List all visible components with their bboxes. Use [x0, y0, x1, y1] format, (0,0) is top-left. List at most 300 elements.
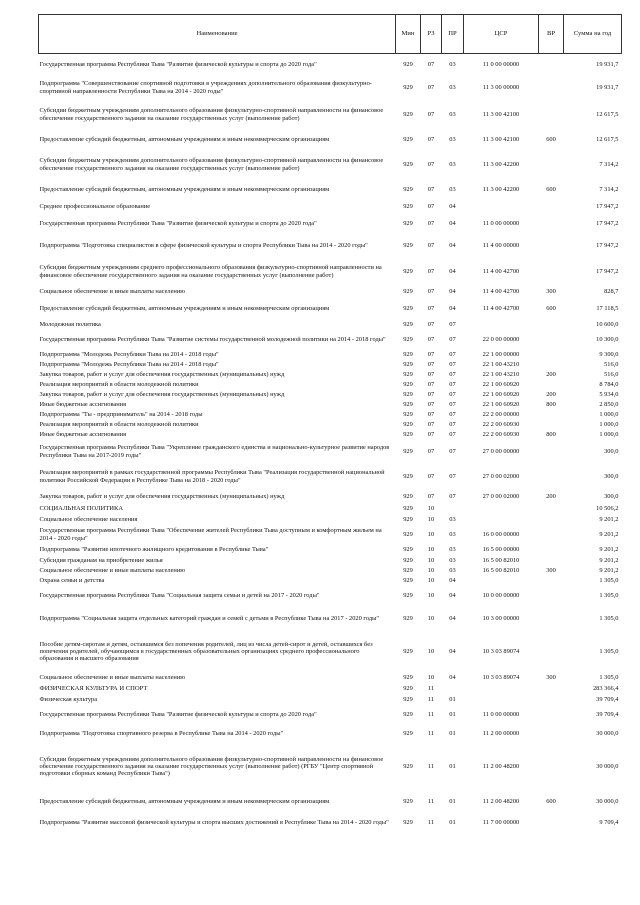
- cell-rz: 11: [427, 762, 435, 770]
- cell-vr: 200: [546, 390, 556, 398]
- cell-name: Подпрограмма "Развитие массовой физической культуры и спорта высших достижений в Республике Тыва на 2014 - 2020 годы": [39, 818, 389, 826]
- cell-sum: 10 600,0: [596, 321, 619, 329]
- cell-sum: 39 709,4: [596, 711, 619, 719]
- cell-csr: 22 1 00 00000: [482, 350, 520, 358]
- cell-min: 929: [403, 400, 413, 408]
- cell-vr: [539, 100, 564, 130]
- cell-vr: [539, 420, 564, 430]
- cell-min: 929: [403, 288, 413, 296]
- cell-rz: 07: [427, 447, 435, 455]
- cell-name: Субсидии бюджетным учреждениям дополнительного образования физкультурно-спортивной направленности на финансовое обеспечение государственного задания на оказание государственных услуг (выполнение работ): [39, 107, 384, 122]
- cell-min: 929: [403, 684, 413, 692]
- cell-name: Субсидии бюджетным учреждениям дополнительного образования физкультурно-спортивной направленности на финансовое обеспечение государственного задания на оказание государственных услуг (выполнение работ) (РГБУ "Центр спортивной подготовки сборных команд Республики Тыва"): [39, 755, 384, 778]
- cell-sum: 828,7: [604, 288, 619, 296]
- cell-sum: 30 000,0: [596, 729, 619, 737]
- cell-rz: 07: [427, 110, 435, 118]
- cell-csr: 11 3 00 42100: [482, 135, 520, 143]
- table-row: [39, 504, 622, 514]
- cell-pr: 03: [449, 83, 456, 91]
- cell-vr: [539, 464, 564, 490]
- header-vr: ВР: [539, 15, 564, 54]
- cell-vr: [539, 150, 564, 180]
- cell-pr: 03: [449, 545, 456, 553]
- cell-vr: [539, 813, 564, 833]
- cell-sum: 300,0: [604, 472, 619, 480]
- cell-name: Подпрограмма "Совершенствование спортивной подготовки в учреждениях дополнительного образования физкультурно-спортивной направленности Республики Тыва на 2014 - 2020 годы": [39, 80, 372, 95]
- cell-name: Молодежная политика: [39, 321, 101, 329]
- cell-pr: 04: [449, 202, 456, 210]
- cell-min: 929: [403, 492, 413, 500]
- cell-name: Подпрограмма "Подготовка спортивного резерва в Республике Тыва на 2014 - 2020 годы": [39, 729, 284, 737]
- cell-name: Подпрограмма "Молодежь Республики Тыва на 2014 - 2018 годы": [39, 350, 219, 358]
- cell-rz: 11: [427, 818, 435, 826]
- cell-min: 929: [403, 472, 413, 480]
- cell-pr: 01: [449, 711, 456, 719]
- cell-rz: 07: [427, 185, 435, 193]
- cell-vr: [539, 632, 564, 672]
- cell-name: Субсидии бюджетным учреждениям дополнительного образования физкультурно-спортивной направленности на финансовое обеспечение государственного задания на оказание государственных услуг (выполнение работ): [39, 157, 384, 172]
- cell-name: Среднее профессиональное образование: [39, 202, 151, 210]
- cell-min: 929: [403, 360, 413, 368]
- table-row: [39, 130, 622, 150]
- cell-sum: 300,0: [604, 492, 619, 500]
- cell-csr: 11 2 00 48200: [482, 762, 520, 770]
- cell-csr: [464, 694, 539, 706]
- cell-csr: 27 0 00 02000: [482, 492, 520, 500]
- cell-vr: [539, 214, 564, 234]
- cell-pr: 01: [449, 762, 456, 770]
- cell-vr: [539, 743, 564, 791]
- cell-pr: 04: [449, 591, 456, 599]
- cell-pr: 04: [449, 673, 456, 681]
- cell-min: 929: [403, 515, 413, 523]
- cell-csr: 11 0 00 00000: [482, 61, 520, 69]
- cell-min: 929: [403, 420, 413, 428]
- cell-sum: 283 366,4: [592, 684, 619, 692]
- cell-min: 929: [403, 83, 413, 91]
- table-row: [39, 632, 622, 672]
- table-row: [39, 390, 622, 400]
- cell-name: Подпрограмма "Развитие ипотечного жилищного кредитования в Республике Тыва": [39, 545, 269, 553]
- cell-vr: 600: [546, 797, 556, 805]
- table-row: [39, 706, 622, 725]
- cell-rz: 07: [427, 202, 435, 210]
- cell-csr: 16 5 00 00000: [482, 545, 520, 553]
- cell-rz: 11: [427, 711, 435, 719]
- cell-name: Предоставление субсидий бюджетным, автономным учреждениям и иным некоммерческим организациям: [39, 797, 330, 805]
- table-row: [39, 234, 622, 258]
- cell-min: 929: [403, 711, 413, 719]
- cell-sum: 10 506,2: [596, 504, 619, 512]
- cell-rz: 10: [427, 566, 435, 574]
- cell-name: Социальное обеспечение и иные выплаты населению: [39, 566, 186, 574]
- cell-pr: 07: [449, 410, 456, 418]
- cell-rz: 11: [427, 797, 435, 805]
- cell-min: 929: [403, 390, 413, 398]
- table-row: [39, 320, 622, 331]
- cell-pr: 07: [449, 380, 456, 388]
- cell-rz: 10: [427, 591, 435, 599]
- cell-min: 929: [403, 160, 413, 168]
- table-row: [39, 286, 622, 299]
- table-row: [39, 514, 622, 526]
- cell-vr: [539, 706, 564, 725]
- table-row: [39, 410, 622, 420]
- cell-name: Предоставление субсидий бюджетным, автономным учреждениям и иным некоммерческим организациям: [39, 135, 330, 143]
- table-row: [39, 576, 622, 586]
- cell-rz: 10: [427, 545, 435, 553]
- cell-vr: [539, 684, 564, 694]
- cell-min: 929: [403, 410, 413, 418]
- cell-vr: [539, 76, 564, 100]
- cell-min: 929: [403, 762, 413, 770]
- cell-csr: 11 3 00 00000: [482, 83, 520, 91]
- cell-pr: 07: [449, 336, 456, 344]
- cell-rz: 07: [427, 61, 435, 69]
- cell-rz: 07: [427, 350, 435, 358]
- cell-sum: 9 201,2: [599, 545, 619, 553]
- cell-min: 929: [403, 305, 413, 313]
- cell-rz: 07: [427, 135, 435, 143]
- table-row: [39, 813, 622, 833]
- table-header-row: [39, 15, 622, 54]
- cell-sum: 17 947,2: [596, 241, 619, 249]
- cell-pr: 03: [449, 135, 456, 143]
- cell-sum: 1 305,0: [599, 647, 619, 655]
- cell-name: Реализация мероприятий в области молодежной политики: [39, 420, 199, 428]
- cell-rz: 10: [427, 530, 435, 538]
- cell-csr: [464, 514, 539, 526]
- cell-vr: 200: [546, 492, 556, 500]
- cell-csr: 22 2 00 00000: [482, 410, 520, 418]
- cell-csr: 16 5 00 82010: [482, 556, 520, 564]
- cell-name: Государственная программа Республики Тыва "Развитие системы государственной молодежной политики на 2014 - 2018 годы": [39, 336, 386, 344]
- table-row: [39, 370, 622, 380]
- cell-csr: 11 4 00 42700: [482, 267, 520, 275]
- cell-min: 929: [403, 591, 413, 599]
- cell-name: ФИЗИЧЕСКАЯ КУЛЬТУРА И СПОРТ: [39, 684, 148, 692]
- cell-vr: [539, 440, 564, 464]
- cell-name: Государственная программа Республики Тыва "Укрепление гражданского единства и национально-культурное развитие народов Республики Тыва на 2017-2019 годы": [39, 444, 390, 459]
- cell-min: 929: [403, 380, 413, 388]
- cell-vr: 200: [546, 370, 556, 378]
- cell-rz: 07: [427, 390, 435, 398]
- table-row: [39, 556, 622, 566]
- table-row: [39, 430, 622, 440]
- cell-vr: [539, 234, 564, 258]
- cell-pr: 03: [449, 566, 456, 574]
- cell-name: Государственная программа Республики Тыва "Обеспечение жителей Республики Тыва доступным и комфортным жильем на 2014 - 2020 годы": [39, 527, 382, 542]
- cell-sum: 300,0: [604, 447, 619, 455]
- cell-sum: 19 931,7: [596, 83, 619, 91]
- cell-min: 929: [403, 321, 413, 329]
- cell-csr: [464, 684, 539, 694]
- cell-rz: 07: [427, 83, 435, 91]
- cell-sum: 39 709,4: [596, 695, 619, 703]
- cell-vr: 300: [546, 673, 556, 681]
- cell-vr: [539, 350, 564, 360]
- cell-pr: 04: [449, 219, 456, 227]
- cell-pr: 04: [449, 305, 456, 313]
- cell-csr: 11 3 00 42100: [482, 110, 520, 118]
- cell-name: Охрана семьи и детства: [39, 576, 105, 584]
- cell-min: 929: [403, 430, 413, 438]
- header-rz: РЗ: [421, 15, 442, 54]
- cell-pr: 04: [449, 241, 456, 249]
- table-row: [39, 150, 622, 180]
- cell-rz: 07: [427, 380, 435, 388]
- cell-vr: 300: [546, 288, 556, 296]
- cell-vr: [539, 54, 564, 76]
- cell-min: 929: [403, 695, 413, 703]
- header-min: Мин: [396, 15, 421, 54]
- cell-name: Социальное обеспечение и иные выплаты населению: [39, 673, 186, 681]
- cell-min: 929: [403, 447, 413, 455]
- cell-sum: 9 201,2: [599, 515, 619, 523]
- cell-min: 929: [403, 614, 413, 622]
- cell-min: 929: [403, 556, 413, 564]
- cell-rz: 07: [427, 400, 435, 408]
- cell-sum: 30 000,0: [596, 797, 619, 805]
- cell-sum: 9 709,4: [599, 818, 619, 826]
- table-row: [39, 380, 622, 390]
- cell-vr: 600: [546, 305, 556, 313]
- cell-pr: 01: [449, 797, 456, 805]
- cell-min: 929: [403, 336, 413, 344]
- cell-vr: [539, 514, 564, 526]
- cell-vr: [539, 586, 564, 606]
- table-row: [39, 694, 622, 706]
- cell-vr: [539, 694, 564, 706]
- cell-rz: 11: [427, 729, 435, 737]
- cell-name: СОЦИАЛЬНАЯ ПОЛИТИКА: [39, 504, 124, 512]
- table-row: [39, 100, 622, 130]
- table-row: [39, 350, 622, 360]
- cell-sum: 9 201,2: [599, 530, 619, 538]
- cell-sum: 1 000,0: [599, 410, 619, 418]
- cell-pr: 07: [449, 360, 456, 368]
- cell-pr: 01: [449, 695, 456, 703]
- table-row: [39, 526, 622, 544]
- table-row: [39, 440, 622, 464]
- cell-sum: 1 000,0: [599, 430, 619, 438]
- cell-csr: 27 0 00 02000: [482, 472, 520, 480]
- cell-csr: 11 4 00 42700: [482, 305, 520, 313]
- cell-min: 929: [403, 818, 413, 826]
- table-row: [39, 420, 622, 430]
- cell-sum: 19 931,7: [596, 61, 619, 69]
- cell-rz: 11: [427, 684, 435, 692]
- cell-pr: 07: [449, 430, 456, 438]
- cell-vr: [539, 504, 564, 514]
- cell-rz: 07: [427, 360, 435, 368]
- cell-vr: 600: [546, 185, 556, 193]
- cell-sum: 516,0: [604, 360, 619, 368]
- cell-name: Социальное обеспечение и иные выплаты населению: [39, 288, 186, 296]
- table-row: [39, 606, 622, 632]
- cell-rz: 07: [427, 267, 435, 275]
- cell-name: Субсидия гражданам на приобретение жилья: [39, 556, 163, 564]
- cell-sum: 1 305,0: [599, 576, 619, 584]
- cell-pr: 03: [449, 110, 456, 118]
- cell-sum: 7 314,2: [599, 160, 619, 168]
- cell-csr: 11 4 00 00000: [482, 241, 520, 249]
- cell-vr: [539, 576, 564, 586]
- cell-rz: 10: [427, 556, 435, 564]
- cell-sum: 17 947,2: [596, 267, 619, 275]
- cell-sum: 17 947,2: [596, 202, 619, 210]
- cell-sum: 8 784,0: [599, 380, 619, 388]
- cell-csr: 11 3 00 42200: [482, 185, 520, 193]
- cell-pr: 03: [449, 556, 456, 564]
- cell-min: 929: [403, 241, 413, 249]
- cell-vr: 300: [546, 566, 556, 574]
- table-row: [39, 331, 622, 350]
- cell-name: Подпрограмма "Молодежь Республики Тыва на 2014 - 2018 годы": [39, 360, 219, 368]
- cell-vr: [539, 556, 564, 566]
- cell-min: 929: [403, 219, 413, 227]
- cell-vr: [539, 200, 564, 214]
- cell-csr: 22 1 00 43210: [482, 370, 520, 378]
- cell-rz: 07: [427, 370, 435, 378]
- cell-pr: 07: [449, 350, 456, 358]
- cell-min: 929: [403, 545, 413, 553]
- cell-sum: 30 000,0: [596, 762, 619, 770]
- cell-name: Подпрограмма "Подготовка специалистов в сфере физической культуры и спорта Республики Тыва на 2014 - 2020 годы": [39, 241, 368, 249]
- table-row: [39, 566, 622, 576]
- cell-pr: 07: [449, 447, 456, 455]
- cell-csr: 22 2 00 60930: [482, 420, 520, 428]
- cell-csr: 22 1 00 60920: [482, 400, 520, 408]
- cell-name: Государственная программа Республики Тыва "Развитие физической культуры и спорта до 2020 года": [39, 61, 317, 69]
- table-row: [39, 200, 622, 214]
- cell-csr: [464, 320, 539, 331]
- cell-csr: 11 0 00 00000: [482, 219, 520, 227]
- cell-name: Физическая культура: [39, 695, 98, 703]
- cell-rz: 07: [427, 472, 435, 480]
- cell-rz: 07: [427, 430, 435, 438]
- cell-rz: 07: [427, 288, 435, 296]
- cell-csr: 16 5 00 82010: [482, 566, 520, 574]
- cell-csr: 11 0 00 00000: [482, 711, 520, 719]
- header-csr: ЦСР: [464, 15, 539, 54]
- cell-min: 929: [403, 673, 413, 681]
- cell-name: Реализация мероприятий в рамках государственной программы Республики Тыва "Реализация государственной национальной политики Российской Федерации в Республике Тыва на 2018 - 2020 годы": [39, 469, 385, 484]
- cell-vr: [539, 544, 564, 556]
- cell-sum: 7 314,2: [599, 185, 619, 193]
- budget-document-page: [38, 14, 621, 833]
- cell-rz: 07: [427, 241, 435, 249]
- table-row: [39, 76, 622, 100]
- cell-rz: 10: [427, 504, 435, 512]
- cell-csr: 27 0 00 00000: [482, 447, 520, 455]
- cell-pr: 03: [449, 185, 456, 193]
- table-row: [39, 464, 622, 490]
- cell-csr: 22 1 00 60920: [482, 390, 520, 398]
- cell-sum: 516,0: [604, 370, 619, 378]
- cell-pr: 04: [449, 614, 456, 622]
- cell-sum: 9 201,2: [599, 566, 619, 574]
- cell-pr: 03: [449, 61, 456, 69]
- cell-vr: [539, 526, 564, 544]
- cell-csr: 16 0 00 00000: [482, 530, 520, 538]
- cell-csr: 22 2 00 60930: [482, 430, 520, 438]
- cell-pr: [442, 684, 464, 694]
- cell-name: Закупка товаров, работ и услуг для обеспечения государственных (муниципальных) нужд: [39, 492, 285, 500]
- cell-pr: 07: [449, 321, 456, 329]
- cell-min: 929: [403, 370, 413, 378]
- cell-rz: 07: [427, 410, 435, 418]
- table-row: [39, 360, 622, 370]
- cell-name: Подпрограмма "Ты - предприниматель" на 2014 - 2018 годы: [39, 410, 203, 418]
- cell-csr: 11 2 00 48200: [482, 797, 520, 805]
- table-row: [39, 725, 622, 743]
- cell-pr: [442, 504, 464, 514]
- cell-csr: 22 1 00 43210: [482, 360, 520, 368]
- cell-pr: 01: [449, 818, 456, 826]
- cell-name: Предоставление субсидий бюджетным, автономным учреждениям и иным некоммерческим организациям: [39, 305, 330, 313]
- cell-name: Субсидии бюджетным учреждениям среднего профессионального образования физкультурно-спортивной направленности на финансовое обеспечение государственного задания на оказание государственных услуг (выполнение работ): [39, 264, 382, 279]
- cell-name: Пособие детям-сиротам и детям, оставшимся без попечения родителей, лиц из числа детей-сирот и детей, оставшихся без попечения родителей, обучающимся в государственных образовательных организациях среднего профессионального образования и высшего образования: [39, 640, 373, 663]
- cell-min: 929: [403, 576, 413, 584]
- cell-vr: [539, 331, 564, 350]
- table-row: [39, 54, 622, 76]
- cell-name: Предоставление субсидий бюджетным, автономным учреждениям и иным некоммерческим организациям: [39, 185, 330, 193]
- cell-name: Социальное обеспечение населения: [39, 515, 138, 523]
- table-row: [39, 299, 622, 320]
- cell-rz: 07: [427, 305, 435, 313]
- cell-min: 929: [403, 185, 413, 193]
- cell-csr: [464, 576, 539, 586]
- cell-sum: 1 000,0: [599, 420, 619, 428]
- cell-vr: [539, 725, 564, 743]
- cell-sum: 1 305,0: [599, 591, 619, 599]
- cell-rz: 10: [427, 647, 435, 655]
- cell-csr: 22 0 00 00000: [482, 336, 520, 344]
- cell-sum: 1 305,0: [599, 673, 619, 681]
- cell-name: Иные бюджетные ассигнования: [39, 430, 127, 438]
- cell-csr: 11 7 00 00000: [482, 818, 520, 826]
- cell-csr: 11 4 00 42700: [482, 288, 520, 296]
- cell-csr: 11 3 00 42200: [482, 160, 520, 168]
- table-row: [39, 258, 622, 286]
- cell-rz: 11: [427, 695, 435, 703]
- cell-pr: 04: [449, 288, 456, 296]
- cell-csr: 10 0 00 00000: [482, 591, 520, 599]
- cell-min: 929: [403, 350, 413, 358]
- table-row: [39, 544, 622, 556]
- cell-sum: 12 617,5: [596, 135, 619, 143]
- cell-csr: [464, 504, 539, 514]
- cell-min: 929: [403, 566, 413, 574]
- cell-sum: 17 947,2: [596, 219, 619, 227]
- cell-min: 929: [403, 530, 413, 538]
- cell-pr: 03: [449, 515, 456, 523]
- table-row: [39, 180, 622, 200]
- cell-vr: [539, 320, 564, 331]
- cell-name: Государственная программа Республики Тыва "Развитие физической культуры и спорта до 2020 года": [39, 219, 317, 227]
- cell-name: Государственная программа Республики Тыва "Социальная защита семьи и детей на 2017 - 2020 годы": [39, 591, 320, 599]
- cell-rz: 10: [427, 673, 435, 681]
- cell-rz: 10: [427, 614, 435, 622]
- cell-min: 929: [403, 267, 413, 275]
- cell-vr: [539, 360, 564, 370]
- cell-min: 929: [403, 797, 413, 805]
- cell-pr: 01: [449, 729, 456, 737]
- cell-rz: 07: [427, 336, 435, 344]
- cell-name: Государственная программа Республики Тыва "Развитие физической культуры и спорта до 2020 года": [39, 711, 317, 719]
- cell-pr: 03: [449, 530, 456, 538]
